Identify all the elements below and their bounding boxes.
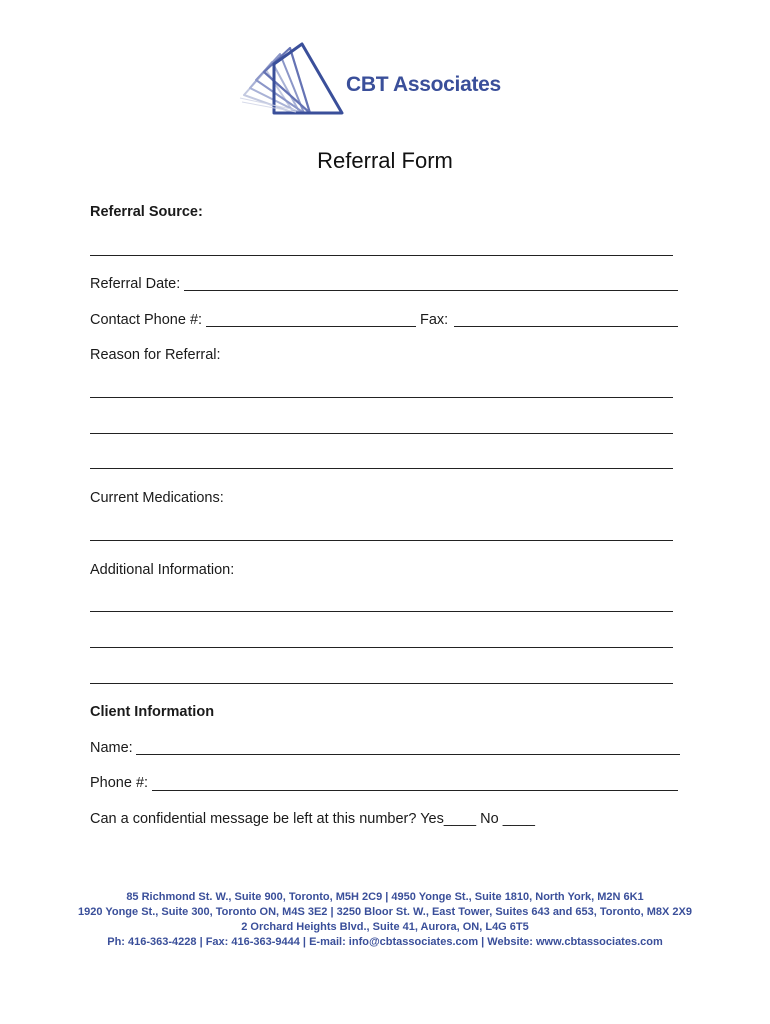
client-phone-line[interactable] [152, 790, 678, 791]
referral-date-label: Referral Date: [90, 276, 181, 292]
reason-line-2[interactable] [90, 433, 673, 434]
client-info-heading: Client Information [90, 704, 215, 720]
reason-line-3[interactable] [90, 468, 673, 469]
client-phone-label: Phone #: [90, 775, 149, 791]
footer-line-1: 85 Richmond St. W., Suite 900, Toronto, M5H 2C9 | 4950 Yonge St., Suite 1810, North York, M2N 6K1 [126, 891, 644, 903]
additional-info-label: Additional Information: [90, 562, 235, 578]
footer-line-3: 2 Orchard Heights Blvd., Suite 41, Aurora, ON, L4G 6T5 [241, 921, 529, 933]
footer-line-2: 1920 Yonge St., Suite 300, Toronto ON, M4S 3E2 | 3250 Bloor St. W., East Tower, Suites 643 and 653, Toronto, M8X 2X9 [78, 906, 692, 918]
contact-phone-line[interactable] [206, 326, 416, 327]
additional-line-2[interactable] [90, 647, 673, 648]
referral-source-label: Referral Source: [90, 204, 203, 220]
additional-line-3[interactable] [90, 683, 673, 684]
reason-line-1[interactable] [90, 397, 673, 398]
triangle-logo-icon [238, 40, 348, 120]
fax-line[interactable] [454, 326, 678, 327]
medications-label: Current Medications: [90, 490, 224, 506]
footer-line-4: Ph: 416-363-4228 | Fax: 416-363-9444 | E-mail: info@cbtassociates.com | Website: www.cbtassociates.com [107, 936, 663, 948]
confidential-message-question: Can a confidential message be left at this number? Yes____ No ____ [90, 811, 535, 827]
footer-addresses [0, 890, 770, 950]
medications-line[interactable] [90, 540, 673, 541]
referral-date-line[interactable] [184, 290, 678, 291]
page-title: Referral Form [317, 148, 453, 173]
contact-phone-label: Contact Phone #: [90, 312, 203, 328]
company-logo [238, 40, 518, 120]
additional-line-1[interactable] [90, 611, 673, 612]
client-name-label: Name: [90, 740, 133, 756]
client-name-line[interactable] [136, 754, 680, 755]
company-name: CBT Associates [346, 73, 501, 96]
reason-label: Reason for Referral: [90, 347, 221, 363]
fax-label: Fax: [420, 312, 449, 328]
referral-source-line[interactable] [90, 255, 673, 256]
